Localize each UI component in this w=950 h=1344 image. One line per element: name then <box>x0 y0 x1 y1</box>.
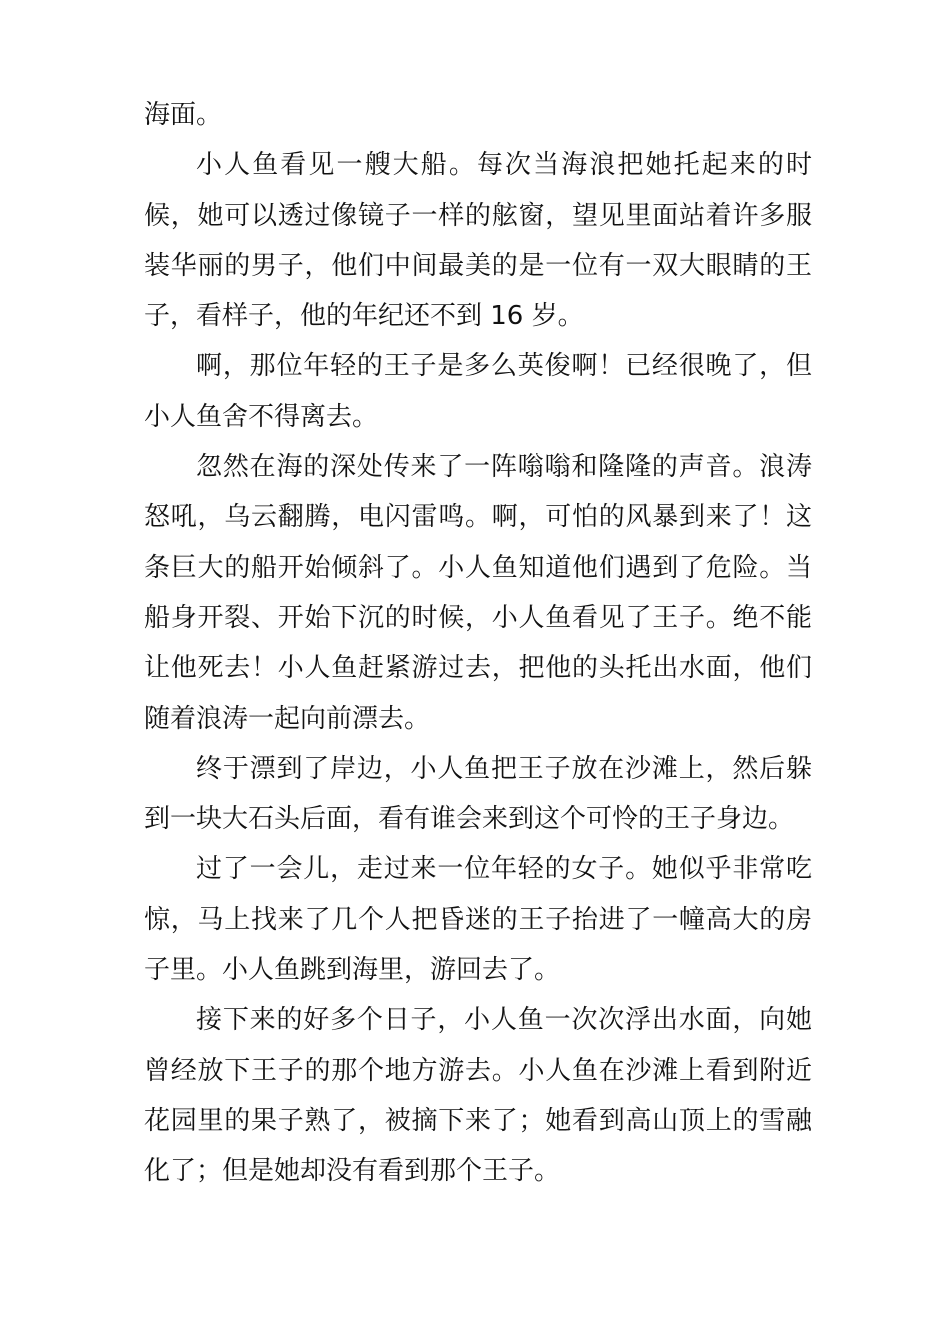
paragraph-6: 过了一会儿，走过来一位年轻的女子。她似乎非常吃惊，马上找来了几个人把昏迷的王子抬进了一幢高大的房子里。小人鱼跳到海里，游回去了。 <box>144 854 812 986</box>
paragraph-4: 忽然在海的深处传来了一阵嗡嗡和隆隆的声音。浪涛怒吼，乌云翻腾，电闪雷鸣。啊，可怕的风暴到来了！这条巨大的船开始倾斜了。小人鱼知道他们遇到了危险。当船身开裂、开始下沉的时候，小人鱼看见了王子。绝不能让他死去！小人鱼赶紧游过去，把他的头托出水面，他们随着浪涛一起向前漂去。 <box>144 452 812 734</box>
paragraph-1: 海面。 <box>144 100 223 130</box>
paragraph-3: 啊，那位年轻的王子是多么英俊啊！已经很晚了，但小人鱼舍不得离去。 <box>144 351 812 432</box>
paragraph-5: 终于漂到了岸边，小人鱼把王子放在沙滩上，然后躲到一块大石头后面，看有谁会来到这个可怜的王子身边。 <box>144 753 812 835</box>
story-text <box>144 90 812 1197</box>
paragraph-7: 接下来的好多个日子，小人鱼一次次浮出水面，向她曾经放下王子的那个地方游去。小人鱼在沙滩上看到附近花园里的果子熟了，被摘下来了；她看到高山顶上的雪融化了；但是她却没有看到那个王子。 <box>144 1005 812 1187</box>
paragraph-2: 小人鱼看见一艘大船。每次当海浪把她托起来的时候，她可以透过像镜子一样的舷窗，望见里面站着许多服装华丽的男子，他们中间最美的是一位有一双大眼睛的王子，看样子，他的年纪还不到 16 岁。 <box>144 150 812 332</box>
